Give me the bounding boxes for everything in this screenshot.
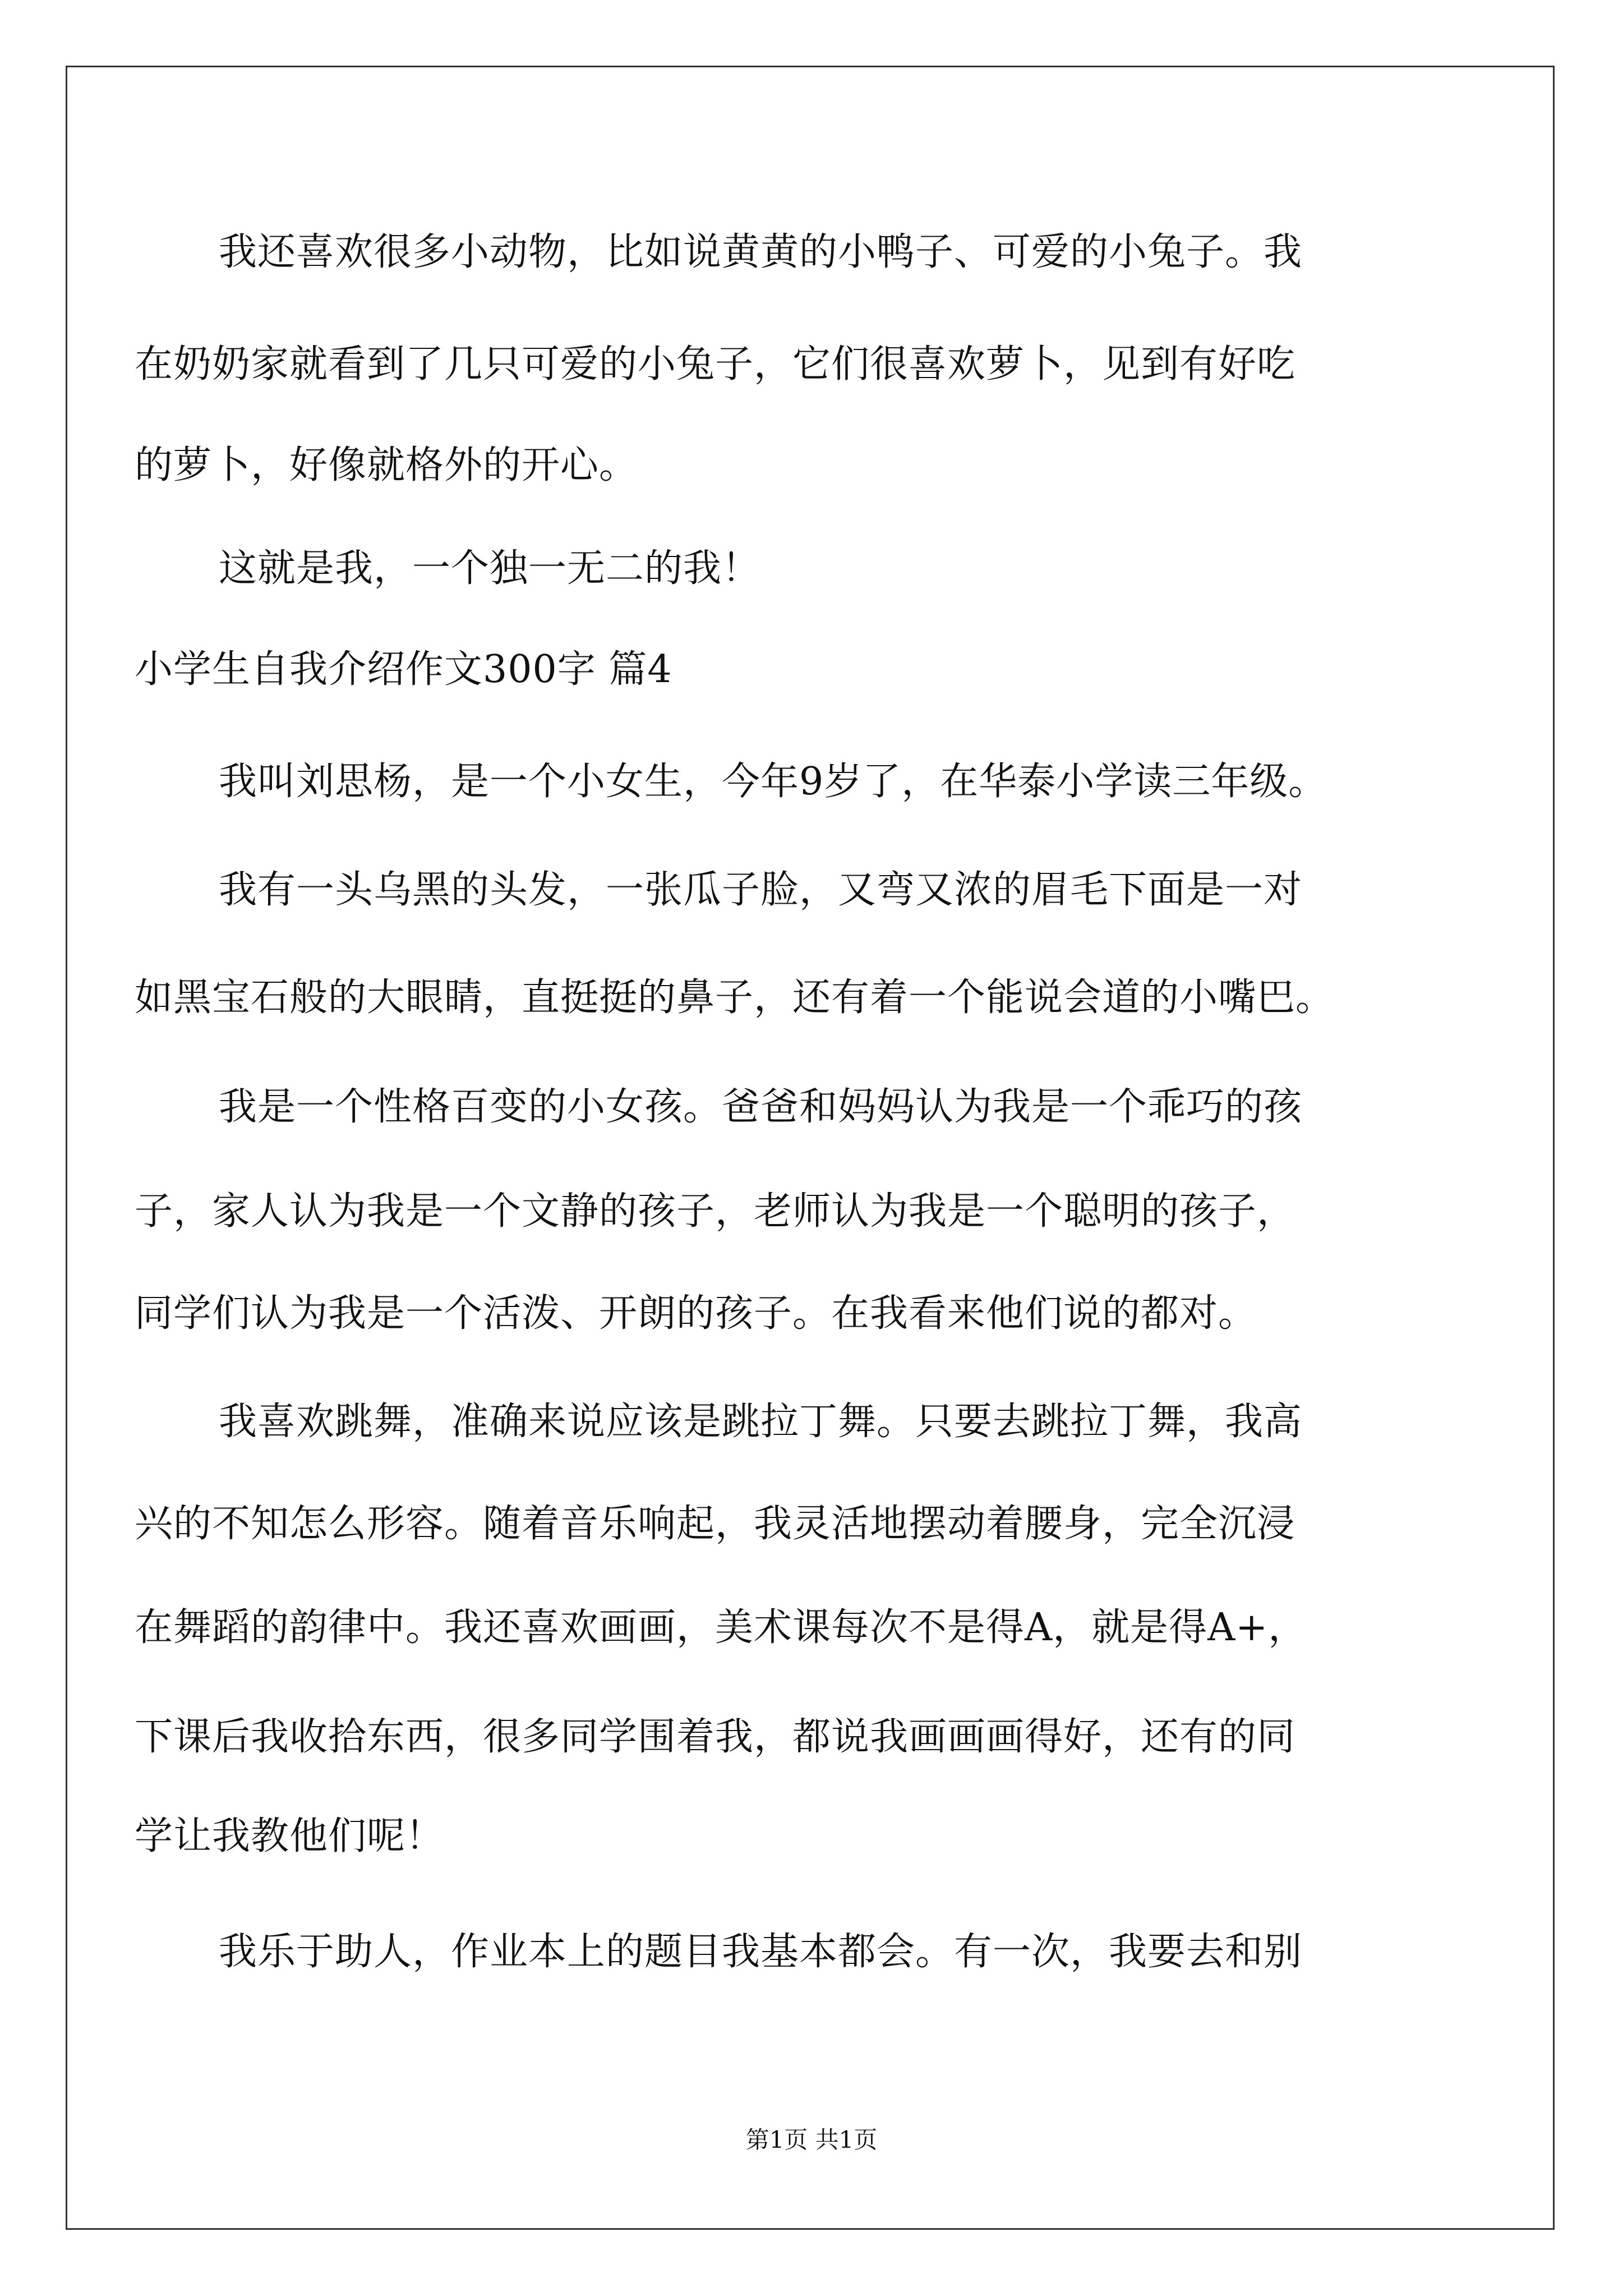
paragraph-line: 我乐于助人，作业本上的题目我基本都会。有一次，我要去和别 [219,1930,1303,1974]
paragraph-line: 学让我教他们呢！ [135,1814,445,1858]
paragraph-line: 兴的不知怎么形容。随着音乐响起，我灵活地摆动着腰身，完全沉浸 [135,1502,1296,1546]
paragraph-line: 我还喜欢很多小动物，比如说黄黄的小鸭子、可爱的小兔子。我 [219,230,1303,274]
paragraph-line: 我叫刘思杨，是一个小女生，今年9岁了，在华泰小学读三年级。 [219,760,1327,804]
paragraph-line: 如黑宝石般的大眼睛，直挺挺的鼻子，还有着一个能说会道的小嘴巴。 [135,976,1335,1020]
paragraph-line: 子，家人认为我是一个文静的孩子，老师认为我是一个聪明的孩子， [135,1189,1296,1234]
paragraph-line: 我是一个性格百变的小女孩。爸爸和妈妈认为我是一个乖巧的孩 [219,1085,1303,1129]
paragraph-line: 的萝卜，好像就格外的开心。 [135,443,638,487]
paragraph-line: 这就是我，一个独一无二的我！ [219,546,761,591]
section-heading: 小学生自我介绍作文300字 篇4 [135,647,672,692]
paragraph-line: 同学们认为我是一个活泼、开朗的孩子。在我看来他们说的都对。 [135,1291,1257,1336]
paragraph-line: 我喜欢跳舞，准确来说应该是跳拉丁舞。只要去跳拉丁舞，我高 [219,1400,1303,1444]
paragraph-line: 在奶奶家就看到了几只可爱的小兔子，它们很喜欢萝卜，见到有好吃 [135,342,1296,386]
page-border [66,66,1555,2230]
page-footer: 第1页 共1页 [745,2126,878,2154]
paragraph-line: 下课后我收拾东西，很多同学围着我，都说我画画画得好，还有的同 [135,1715,1296,1759]
paragraph-line: 在舞蹈的韵律中。我还喜欢画画，美术课每次不是得A，就是得A+， [135,1605,1307,1650]
paragraph-line: 我有一头乌黑的头发，一张瓜子脸，又弯又浓的眉毛下面是一对 [219,868,1303,912]
